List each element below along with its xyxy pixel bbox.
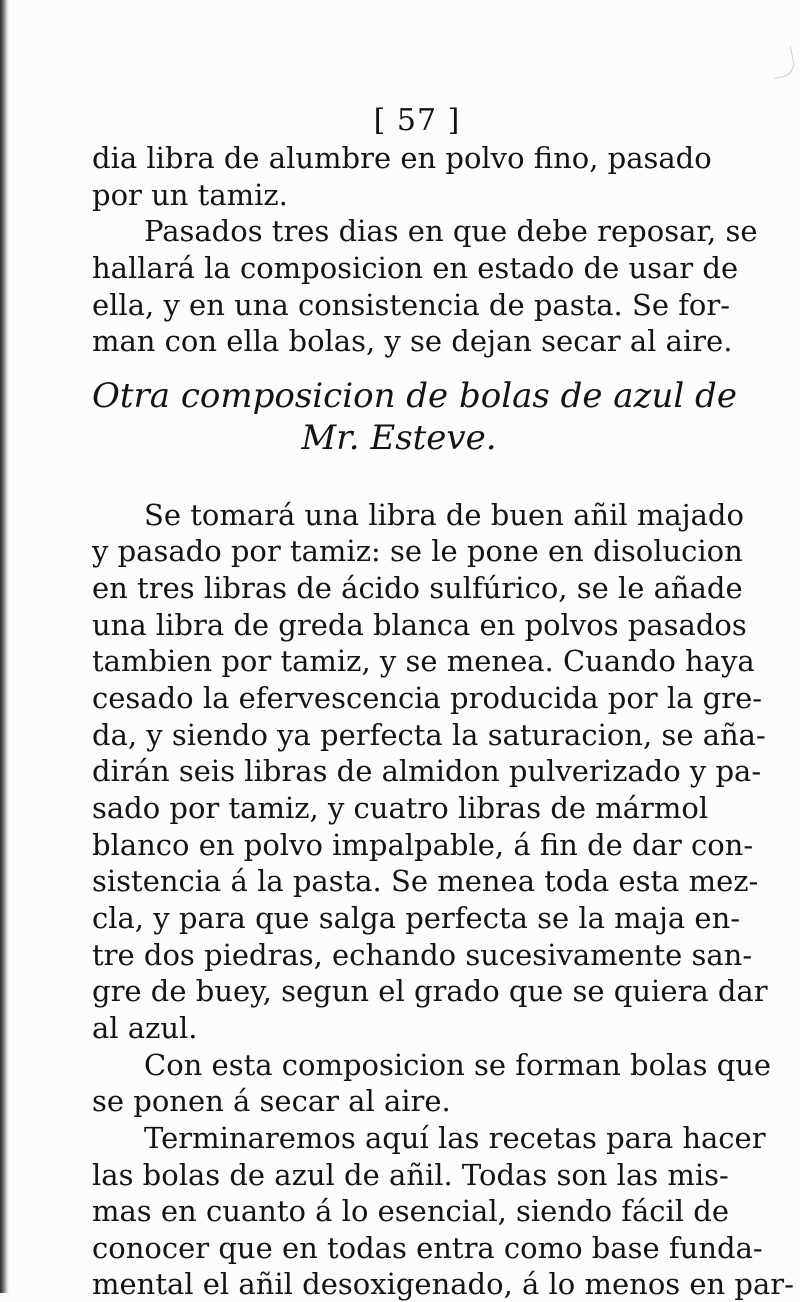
text-line: al azul. — [92, 1011, 198, 1045]
text-line: blanco en polvo impalpable, á fin de dar con- — [92, 828, 754, 862]
text-line: ella, y en una consistencia de pasta. Se for- — [92, 288, 731, 322]
page-corner-mark — [768, 46, 797, 79]
text-line: sistencia á la pasta. Se menea toda esta mez- — [92, 864, 759, 898]
text-line: dia libra de alumbre en polvo fino, pasado — [92, 141, 712, 175]
text-line: sado por tamiz, y cuatro libras de mármol — [92, 791, 709, 825]
text-line: gre de buey, segun el grado que se quiera dar — [92, 974, 768, 1008]
page-number: [ 57 ] — [373, 103, 461, 138]
text-line: hallará la composicion en estado de usar de — [92, 251, 739, 285]
text-line: y pasado por tamiz: se le pone en disolucion — [92, 534, 743, 568]
section-heading-line: Mr. Esteve. — [301, 418, 497, 458]
text-line: en tres libras de ácido sulfúrico, se le añade — [92, 571, 743, 605]
text-line: mas en cuanto á lo esencial, siendo fácil de — [92, 1194, 730, 1228]
text-line: tambien por tamiz, y se menea. Cuando haya — [92, 644, 755, 678]
text-line: Con esta composicion se forman bolas que — [144, 1048, 772, 1082]
text-line: da, y siendo ya perfecta la saturacion, se aña- — [92, 718, 766, 752]
page-binding-edge — [0, 0, 9, 1293]
text-line: las bolas de azul de añil. Todas son las mis- — [92, 1158, 729, 1192]
section-heading-line: Otra composicion de bolas de azul de — [92, 376, 737, 416]
text-line: Terminaremos aquí las recetas para hacer — [144, 1121, 766, 1155]
text-line: cesado la efervescencia producida por la gre- — [92, 681, 763, 715]
text-line: Pasados tres dias en que debe reposar, se — [144, 214, 758, 248]
text-line: man con ella bolas, y se dejan secar al aire. — [92, 324, 733, 358]
text-line: Se tomará una libra de buen añil majado — [144, 498, 744, 532]
text-line: tre dos piedras, echando sucesivamente san- — [92, 938, 753, 972]
text-line: cla, y para que salga perfecta se la maja en- — [92, 901, 741, 935]
text-line: una libra de greda blanca en polvos pasados — [92, 608, 747, 642]
text-line: conocer que en todas entra como base funda- — [92, 1231, 763, 1265]
text-line: dirán seis libras de almidon pulverizado y pa- — [92, 754, 762, 788]
text-line: por un tamiz. — [92, 178, 288, 212]
text-line: mental el añil desoxigenado, á lo menos en par- — [92, 1267, 794, 1301]
text-line: se ponen á secar al aire. — [92, 1084, 451, 1118]
